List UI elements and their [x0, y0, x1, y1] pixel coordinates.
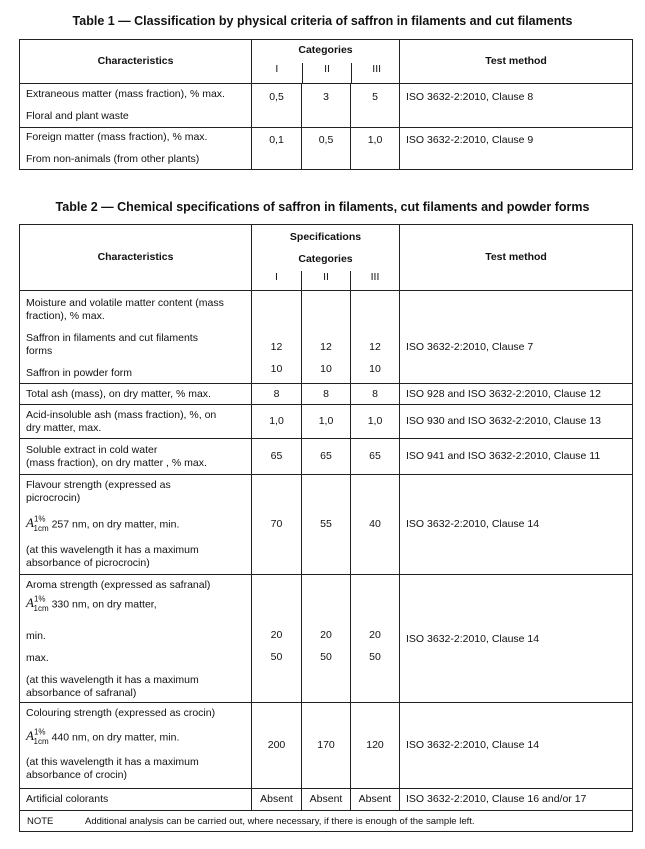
cell-value: 12 [369, 341, 381, 353]
row-label: Aroma strength (expressed as safranal) [26, 579, 211, 591]
table1-title: Table 1 — Classification by physical criteria of saffron in filaments and cut filaments [72, 14, 573, 28]
row-label: Extraneous matter (mass fraction), % max. [26, 88, 225, 100]
row-label: Foreign matter (mass fraction), % max. [26, 131, 208, 143]
row-label: Colouring strength (expressed as crocin) [26, 707, 216, 719]
row-sublabel: $A^{1\%}_{1cm}$ 440 nm, on dry matter, min. [26, 728, 180, 746]
cell-method: ISO 3632-2:2010, Clause 14 [400, 475, 633, 575]
table2-row-moisture [20, 291, 633, 384]
row-label: Soluble extract in cold water [26, 443, 158, 456]
cell-method: ISO 930 and ISO 3632-2:2010, Clause 13 [400, 405, 633, 439]
table2-row-colour [20, 703, 633, 789]
cell-value: 65 [252, 439, 302, 475]
cell-value: Absent [252, 789, 302, 811]
table2-row-flavour [20, 475, 633, 575]
cell-value: 20 [320, 629, 332, 641]
table2-header-characteristics: Characteristics [20, 225, 252, 291]
table2-title: Table 2 — Chemical specifications of saffron in filaments, cut filaments and powder forms [55, 200, 590, 214]
category-label: I [275, 271, 278, 283]
cell-value: 65 [302, 439, 351, 475]
row-label: picrocrocin) [26, 492, 81, 504]
row-label: (mass fraction), on dry matter , % max. [26, 456, 207, 469]
row-sublabel: min. [26, 629, 46, 642]
cell-method: ISO 3632-2:2010, Clause 14 [400, 703, 633, 789]
row-note: (at this wavelength it has a maximum [26, 755, 199, 768]
category-label: I [275, 63, 279, 75]
row-note: absorbance of safranal) [26, 686, 137, 699]
table2-header-specifications: Specifications [289, 231, 362, 243]
cell-value: 3 [302, 84, 351, 128]
absorbance-symbol: $A^{1\%}_{1cm}$ [26, 728, 49, 746]
cell-value: 50 [369, 651, 381, 663]
cell-value: 5 [351, 84, 400, 128]
cell-value: 70 [252, 475, 302, 575]
category-label: II [302, 63, 352, 83]
cell-value: Absent [302, 789, 351, 811]
cell-method: ISO 3632-2:2010, Clause 9 [400, 128, 633, 170]
row-label: Total ash (mass), on dry matter, % max. [20, 384, 252, 405]
cell-value: 8 [252, 384, 302, 405]
cell-value: 40 [351, 475, 400, 575]
category-label: III [350, 271, 399, 290]
absorbance-symbol: $A^{1\%}_{1cm}$ [26, 515, 49, 533]
cell-value: 1,0 [302, 405, 351, 439]
cell-value: 1,0 [351, 405, 400, 439]
row-sublabel: $A^{1\%}_{1cm}$ 330 nm, on dry matter, [26, 595, 157, 613]
row-note: (at this wavelength it has a maximum [26, 543, 199, 556]
cell-value: 0,1 [252, 128, 302, 170]
table2-row-artificial [20, 789, 633, 811]
cell-value: 20 [369, 629, 381, 641]
table2-row-acid [20, 405, 633, 439]
table1-row [20, 84, 633, 128]
cell-value: 0,5 [252, 84, 302, 128]
table2-row-ash [20, 384, 633, 405]
cell-value: 55 [302, 475, 351, 575]
row-label: Artificial colorants [20, 789, 252, 811]
cell-value: 170 [302, 703, 351, 789]
table2-header-categories: Categories [298, 253, 353, 265]
cell-method: ISO 928 and ISO 3632-2:2010, Clause 12 [400, 384, 633, 405]
category-label: III [351, 63, 401, 83]
table1 [19, 39, 633, 170]
row-label: dry matter, max. [26, 421, 102, 434]
row-sublabel: Floral and plant waste [26, 110, 129, 122]
cell-value: 50 [270, 651, 283, 663]
table2-header-test-method: Test method [400, 225, 633, 291]
row-sublabel: From non-animals (from other plants) [26, 153, 200, 165]
cell-value: 12 [270, 341, 283, 353]
table1-header-characteristics: Characteristics [20, 40, 252, 84]
cell-method: ISO 3632-2:2010, Clause 8 [400, 84, 633, 128]
table1-header-categories: Categories [252, 40, 400, 84]
note-label: NOTE [27, 815, 54, 827]
row-sublabel: $A^{1\%}_{1cm}$ 257 nm, on dry matter, min. [26, 515, 180, 533]
table1-header-test-method: Test method [400, 40, 633, 84]
cell-value: 1,0 [252, 405, 302, 439]
cell-value: 10 [270, 363, 283, 375]
cell-value: Absent [351, 789, 400, 811]
table1-row [20, 128, 633, 170]
table2-row-soluble [20, 439, 633, 475]
absorbance-symbol: $A^{1\%}_{1cm}$ [26, 595, 49, 613]
category-label: II [301, 271, 350, 290]
cell-value: 8 [302, 384, 351, 405]
table2-row-aroma [20, 575, 633, 703]
cell-value: 8 [351, 384, 400, 405]
cell-value: 120 [351, 703, 400, 789]
row-sublabel: Saffron in filaments and cut filaments [26, 332, 198, 344]
cell-value: 12 [320, 341, 332, 353]
row-note: absorbance of picrocrocin) [26, 556, 150, 569]
row-label: Moisture and volatile matter content (mass [26, 297, 224, 309]
cell-value: 0,5 [302, 128, 351, 170]
cell-value: 10 [369, 363, 381, 375]
row-note: (at this wavelength it has a maximum [26, 673, 199, 686]
cell-value: 65 [351, 439, 400, 475]
row-note: absorbance of crocin) [26, 768, 127, 781]
cell-value: 10 [320, 363, 332, 375]
table1-category-labels [252, 63, 401, 83]
row-label: fraction), % max. [26, 310, 105, 322]
row-label: Flavour strength (expressed as [26, 479, 171, 491]
row-sublabel: Saffron in powder form [26, 367, 133, 379]
cell-value: 1,0 [351, 128, 400, 170]
row-sublabel: forms [26, 345, 53, 357]
table2-header-row [20, 225, 633, 291]
cell-value: 200 [252, 703, 302, 789]
cell-method: ISO 941 and ISO 3632-2:2010, Clause 11 [400, 439, 633, 475]
cell-method: ISO 3632-2:2010, Clause 16 and/or 17 [400, 789, 633, 811]
table2-note-row [20, 811, 633, 832]
row-sublabel: max. [26, 651, 49, 664]
cell-method: ISO 3632-2:2010, Clause 7 [400, 291, 633, 384]
note-text: Additional analysis can be carried out, where necessary, if there is enough of the sample left. [85, 815, 475, 827]
cell-value: 50 [320, 651, 332, 663]
row-label: Acid-insoluble ash (mass fraction), %, on [26, 408, 217, 421]
cell-method: ISO 3632-2:2010, Clause 14 [400, 575, 633, 703]
cell-value: 20 [270, 629, 283, 641]
table2 [19, 224, 633, 832]
